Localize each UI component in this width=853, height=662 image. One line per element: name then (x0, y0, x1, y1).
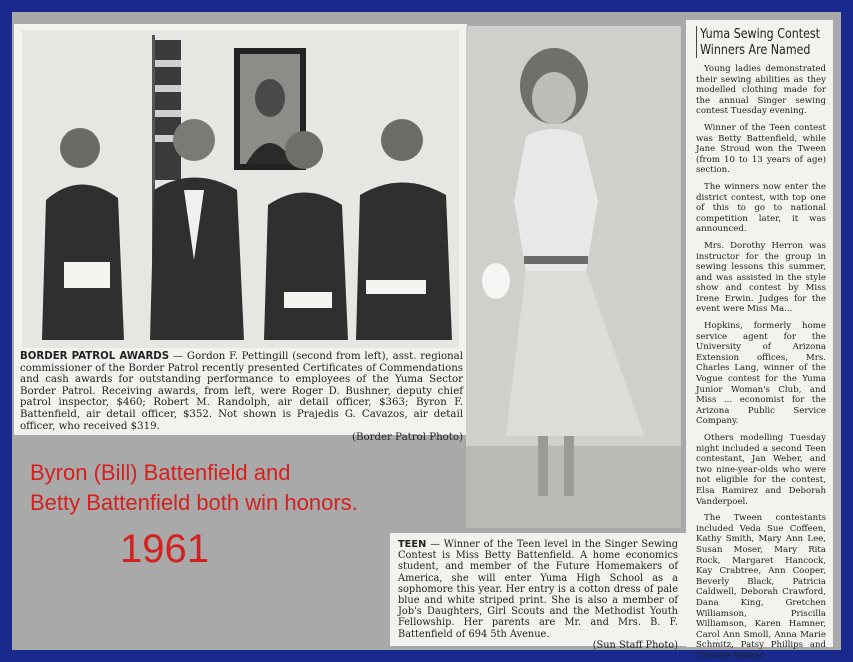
article-paragraph: Hopkins, formerly home service agent for the University of Arizona Extension offices, Mrs. Charles Lang, winner of the Vogue contest for the Yuma Junior Woman's Club, and Miss ... economist for the Arizona Public Service Company. (696, 321, 826, 427)
teen-caption-title: TEEN (398, 539, 427, 550)
article-paragraph: Mrs. Dorothy Herron was instructor for the group in sewing lessons this summer, and was assisted in the style show and contest by Miss Irene Erwin. Judges for the event were Miss Ma... (696, 240, 826, 315)
photo-credit: (Border Patrol Photo) (352, 432, 463, 444)
border-patrol-caption (20, 351, 463, 444)
teen-caption-clipping (390, 533, 686, 651)
year-label: 1961 (120, 527, 209, 571)
border-patrol-clipping (14, 24, 467, 444)
sewing-contest-article (686, 20, 833, 661)
annotation-text (30, 458, 358, 518)
article-paragraph: Others modelling Tuesday night included a second Teen contestant, Jan Weber, and two nine-year-olds who were not eligible for the contest, Elsa Ramirez and Deborah Vanderpoel. (696, 433, 826, 507)
annotation-line-2: Betty Battenfield both win honors. (30, 490, 358, 515)
teen-caption (390, 533, 686, 657)
article-paragraph: The Tween contestants included Veda Sue Coffeen, Kathy Smith, Mary Ann Lee, Susan Moser, Mary Rita Rock, Margaret Hancock, Kay Crabtree, Ann Cooper, Beverly Black, Patricia Caldwell, Deborah Crawford, Dana King, Gretchen Williamson, Priscilla Williamson, Karen Hamner, Carol Ann Smoll, Anna Marie Schmitz, Patsy Phillips and Christie Walker. (696, 513, 826, 661)
article-paragraph: Winner of the Teen contest was Betty Battenfield, while Jane Stroud won the Tween (from 10 to 13 years of age) section. (696, 122, 826, 176)
article-paragraph: Young ladies demonstrated their sewing abilities as they modelled clothing made for the annual Singer sewing contest Tuesday evening. (696, 64, 826, 117)
teen-caption-text: — Winner of the Teen level in the Singer Sewing Contest is Miss Betty Battenfield. A home economics student, and member of the Future Homemakers of America, she will enter Yuma High School as a sophomore this year. Her entry is a cotton dress of pale blue and white striped print. She is also a member of Job's Daughters, Girl Scouts and the Methodist Youth Fellowship. Her parents are Mr. and Mrs. B. F. Battenfield of 694 5th Avenue. (398, 539, 678, 640)
teen-photo-credit: (Sun Staff Photo) (592, 639, 678, 651)
caption-title: BORDER PATROL AWARDS (20, 351, 170, 362)
article-paragraph: The winners now enter the district contest, with top one of this to go to national competition later, it was announced. (696, 181, 826, 235)
annotation-line-1: Byron (Bill) Battenfield and (30, 460, 291, 485)
caption-text: — Gordon F. Pettingill (second from left), asst. regional commissioner of the Border Patrol recently presented Certificates of Commendations and cash awards for outstanding performance to employees of the Yuma Sector Border Patrol. Receiving awards, from left, were Roger D. Bushner, deputy chief patrol inspector, $460; Robert M. Randolph, air detail officer, $363; Byron F. Battenfield, air detail officer, $352. Not shown is Prajedis G. Cavazos, air detail officer, who received $319. (20, 351, 464, 432)
article-headline: Yuma Sewing Contest Winners Are Named (696, 26, 831, 58)
teen-photo (466, 26, 681, 528)
border-patrol-photo (22, 30, 459, 348)
article-body (686, 64, 833, 661)
